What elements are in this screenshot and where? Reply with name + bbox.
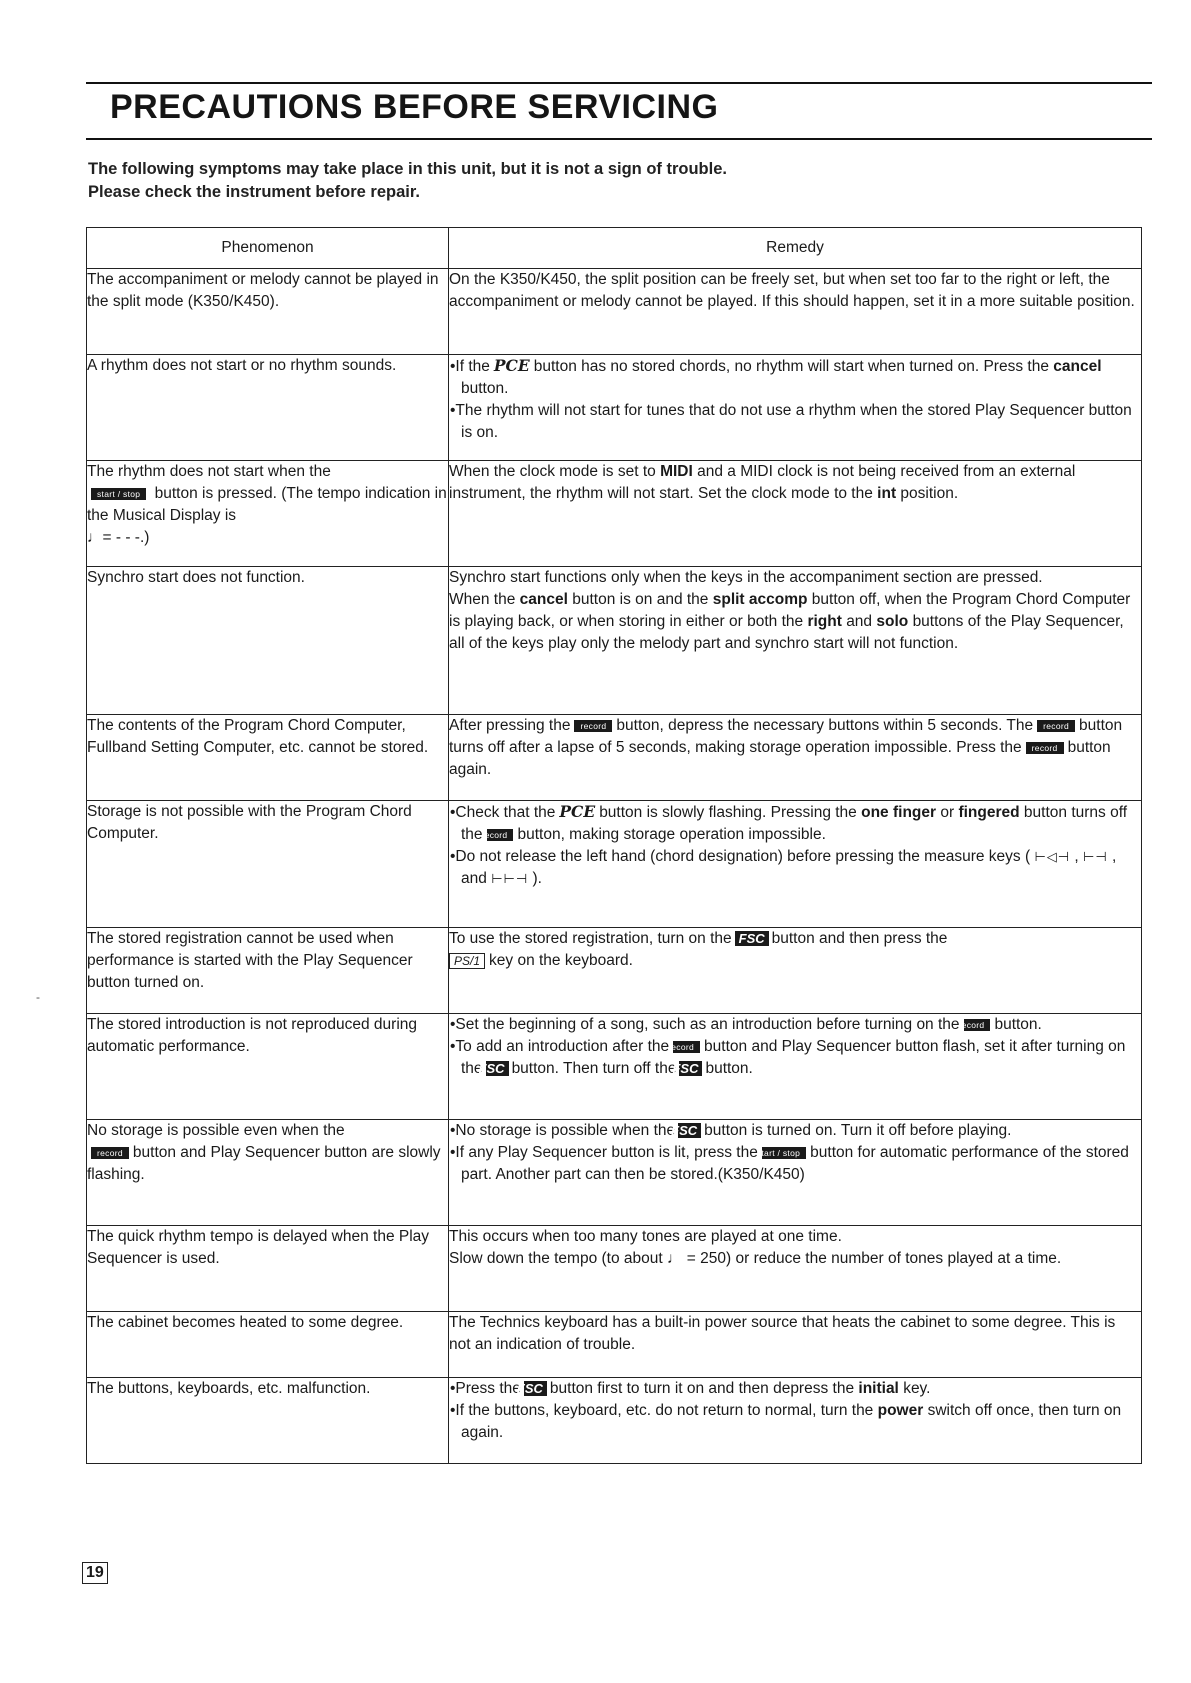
remedy-text: When the clock mode is set to [449, 463, 656, 480]
remedy-text: key on the keyboard. [489, 952, 633, 969]
tempo-note: ♩= - - -.) [87, 529, 150, 546]
table-row [87, 269, 1142, 355]
phenomenon-text: button and Play Sequencer button are slowly flashing. [87, 1144, 441, 1183]
phenomenon-cell: The quick rhythm tempo is delayed when the Play Sequencer is used. [87, 1226, 449, 1312]
record-button-icon: record [673, 1041, 700, 1053]
remedy-text: button. Then turn off the [511, 1060, 677, 1077]
remedy-text: and [846, 613, 873, 630]
table-row [87, 1312, 1142, 1378]
right-label: right [807, 613, 842, 630]
remedy-text: switch off once, then turn on again. [461, 1402, 1122, 1441]
midi-label: MIDI [660, 463, 693, 480]
record-button-icon: record [1037, 720, 1075, 732]
phenomenon-cell: The stored introduction is not reproduced during automatic performance. [87, 1014, 449, 1120]
remedy-text: Synchro start functions only when the keys in the accompaniment section are pressed. [449, 569, 1043, 586]
remedy-cell [449, 567, 1142, 715]
remedy-text: button. [994, 1016, 1042, 1033]
start-stop-button-icon: start / stop [91, 488, 146, 500]
phenomenon-cell: The accompaniment or melody cannot be played in the split mode (K350/K450). [87, 269, 449, 355]
fsc-button-icon: FSC [735, 931, 769, 946]
remedy-text: button and Play Sequencer button flash, set it after turning on the [461, 1038, 1126, 1077]
pce-button-icon: PCE [493, 356, 530, 375]
table-row [87, 1014, 1142, 1120]
start-stop-button-icon: start / stop [762, 1147, 806, 1159]
phenomenon-cell [87, 1120, 449, 1226]
record-button-icon: record [91, 1147, 129, 1159]
remedy-text: or [940, 804, 955, 821]
remedy-text: •Do not release the left hand (chord designation) before pressing the measure keys ( [450, 848, 1031, 865]
power-label: power [877, 1402, 924, 1419]
remedy-cell [449, 461, 1142, 567]
page-title: PRECAUTIONS BEFORE SERVICING [110, 88, 719, 126]
remedy-cell [449, 928, 1142, 1014]
fsc-button-icon: FSC [486, 1061, 509, 1076]
split-accomp-label: split accomp [712, 591, 808, 608]
remedy-cell: •Check that the PCE button is slowly flashing. Pressing the one finger or fingered button turns off therecord button, making storage operation impossible. •Do not release the left hand (chord designation) before pressing the measure keys ( ⊢◁⊣ , ⊢⊣ , and ⊢⊢⊣ ). [449, 801, 1142, 928]
table-row [87, 355, 1142, 461]
margin-mark: - [36, 990, 40, 1004]
remedy-text: button first to turn it on and then depress the [549, 1380, 855, 1397]
phenomenon-text: No storage is possible even when the [87, 1122, 345, 1139]
ps1-key-icon: PS/1 [449, 953, 485, 969]
cancel-label: cancel [1053, 358, 1102, 375]
measure-key-forward-icon: ⊢⊢⊣ [491, 871, 529, 886]
fingered-label: fingered [958, 804, 1020, 821]
intro-line-2: Please check the instrument before repair. [88, 183, 420, 201]
remedy-text: button, making storage operation impossible. [517, 826, 826, 843]
header-phenomenon: Phenomenon [87, 228, 449, 269]
fsc-button-icon: FSC [679, 1061, 702, 1076]
remedy-text: button. [705, 1060, 753, 1077]
remedy-text: •Press the [450, 1380, 521, 1397]
remedy-cell [449, 1378, 1142, 1464]
remedy-text: Slow down the tempo (to about ♩ = 250) or reduce the number of tones played at a time. [449, 1250, 1062, 1267]
record-button-icon: record [1026, 742, 1064, 754]
table-row [87, 715, 1142, 801]
remedy-text: button is turned on. Turn it off before playing. [704, 1122, 1012, 1139]
remedy-text: button, depress the necessary buttons within 5 seconds. The [616, 717, 1034, 734]
fsc-button-icon: FSC [678, 1123, 701, 1138]
page-number: 19 [82, 1562, 108, 1584]
remedy-text: position. [900, 485, 959, 502]
table-row [87, 801, 1142, 928]
record-button-icon: record [487, 829, 514, 841]
remedy-cell [449, 1120, 1142, 1226]
table-row [87, 567, 1142, 715]
table-row [87, 928, 1142, 1014]
int-label: int [877, 485, 897, 502]
remedy-cell [449, 1226, 1142, 1312]
phenomenon-cell: The stored registration cannot be used when performance is started with the Play Sequencer button turned on. [87, 928, 449, 1014]
intro-text [88, 158, 727, 204]
remedy-text: button again. [449, 739, 1111, 778]
remedy-text: key. [903, 1380, 931, 1397]
remedy-text: •To add an introduction after the [450, 1038, 670, 1055]
phenomenon-cell: Storage is not possible with the Program Chord Computer. [87, 801, 449, 928]
title-underline [86, 138, 1152, 140]
remedy-cell [449, 355, 1142, 461]
one-finger-label: one finger [861, 804, 937, 821]
table-header-row [87, 228, 1142, 269]
measure-key-icon: ⊢⊣ [1083, 849, 1108, 864]
remedy-text: •No storage is possible when the [450, 1122, 676, 1139]
remedy-cell: The Technics keyboard has a built-in power source that heats the cabinet to some degree. This is not an indication of trouble. [449, 1312, 1142, 1378]
table-row [87, 461, 1142, 567]
remedy-text: button has no stored chords, no rhythm will start when turned on. Press the [533, 358, 1049, 375]
table-row [87, 1226, 1142, 1312]
remedy-text: ). [532, 870, 542, 887]
remedy-text: •The rhythm will not start for tunes that do not use a rhythm when the stored Play Sequencer button is on. [450, 402, 1132, 441]
remedy-text: button turns off after a lapse of 5 seconds, making storage operation impossible. Press the [449, 717, 1123, 756]
remedy-text: and a MIDI clock is not being received from an external instrument, the rhythm will not start. Set the clock mode to the [449, 463, 1076, 502]
remedy-text: button is slowly flashing. Pressing the [599, 804, 857, 821]
top-rule [86, 82, 1152, 84]
header-remedy: Remedy [449, 228, 1142, 269]
table-row [87, 1120, 1142, 1226]
remedy-cell [449, 715, 1142, 801]
phenomenon-cell: Synchro start does not function. [87, 567, 449, 715]
record-button-icon: record [574, 720, 612, 732]
remedy-cell: On the K350/K450, the split position can be freely set, but when set too far to the right or left, the accompaniment or melody cannot be played. If this should happen, set it in a more suitable position. [449, 269, 1142, 355]
remedy-text: button. [461, 380, 509, 397]
remedy-text: button for automatic performance of the stored part. Another part can then be stored.(K350/K450) [461, 1144, 1129, 1183]
remedy-text: This occurs when too many tones are played at one time. [449, 1228, 842, 1245]
remedy-text: •If any Play Sequencer button is lit, press the [450, 1144, 758, 1161]
measure-key-back-icon: ⊢◁⊣ [1034, 849, 1071, 864]
table-row [87, 1378, 1142, 1464]
remedy-text: buttons of the Play Sequencer, all of the keys play only the melody part and synchro start will not function. [449, 613, 1124, 652]
pce-button-icon: PCE [559, 802, 596, 821]
intro-line-1: The following symptoms may take place in this unit, but it is not a sign of trouble. [88, 160, 727, 178]
cancel-label: cancel [519, 591, 568, 608]
phenomenon-cell [87, 461, 449, 567]
remedy-text: button and then press the [771, 930, 948, 947]
troubleshooting-table [86, 227, 1142, 1464]
remedy-text: •If the [450, 358, 490, 375]
initial-label: initial [858, 1380, 899, 1397]
phenomenon-text: The rhythm does not start when the [87, 463, 331, 480]
remedy-cell [449, 1014, 1142, 1120]
remedy-text: •Set the beginning of a song, such as an introduction before turning on the [450, 1016, 960, 1033]
remedy-text: To use the stored registration, turn on the [449, 930, 732, 947]
phenomenon-cell: The contents of the Program Chord Computer, Fullband Setting Computer, etc. cannot be stored. [87, 715, 449, 801]
fsc-button-icon: FSC [524, 1381, 547, 1396]
phenomenon-text: button is pressed. (The tempo indication in the Musical Display is [87, 485, 447, 524]
remedy-text: After pressing the [449, 717, 571, 734]
solo-label: solo [876, 613, 909, 630]
phenomenon-cell: The cabinet becomes heated to some degree. [87, 1312, 449, 1378]
remedy-text: button turns off the [461, 804, 1128, 843]
remedy-text: When the [449, 591, 516, 608]
remedy-text: , and [461, 848, 1117, 887]
phenomenon-cell: A rhythm does not start or no rhythm sounds. [87, 355, 449, 461]
remedy-text: •Check that the [450, 804, 556, 821]
remedy-text: button off, when the Program Chord Computer is playing back, or when storing in either or both the [449, 591, 1131, 630]
phenomenon-cell: The buttons, keyboards, etc. malfunction. [87, 1378, 449, 1464]
remedy-text: •If the buttons, keyboard, etc. do not return to normal, turn the [450, 1402, 874, 1419]
record-button-icon: record [964, 1019, 991, 1031]
remedy-text: button is on and the [572, 591, 709, 608]
